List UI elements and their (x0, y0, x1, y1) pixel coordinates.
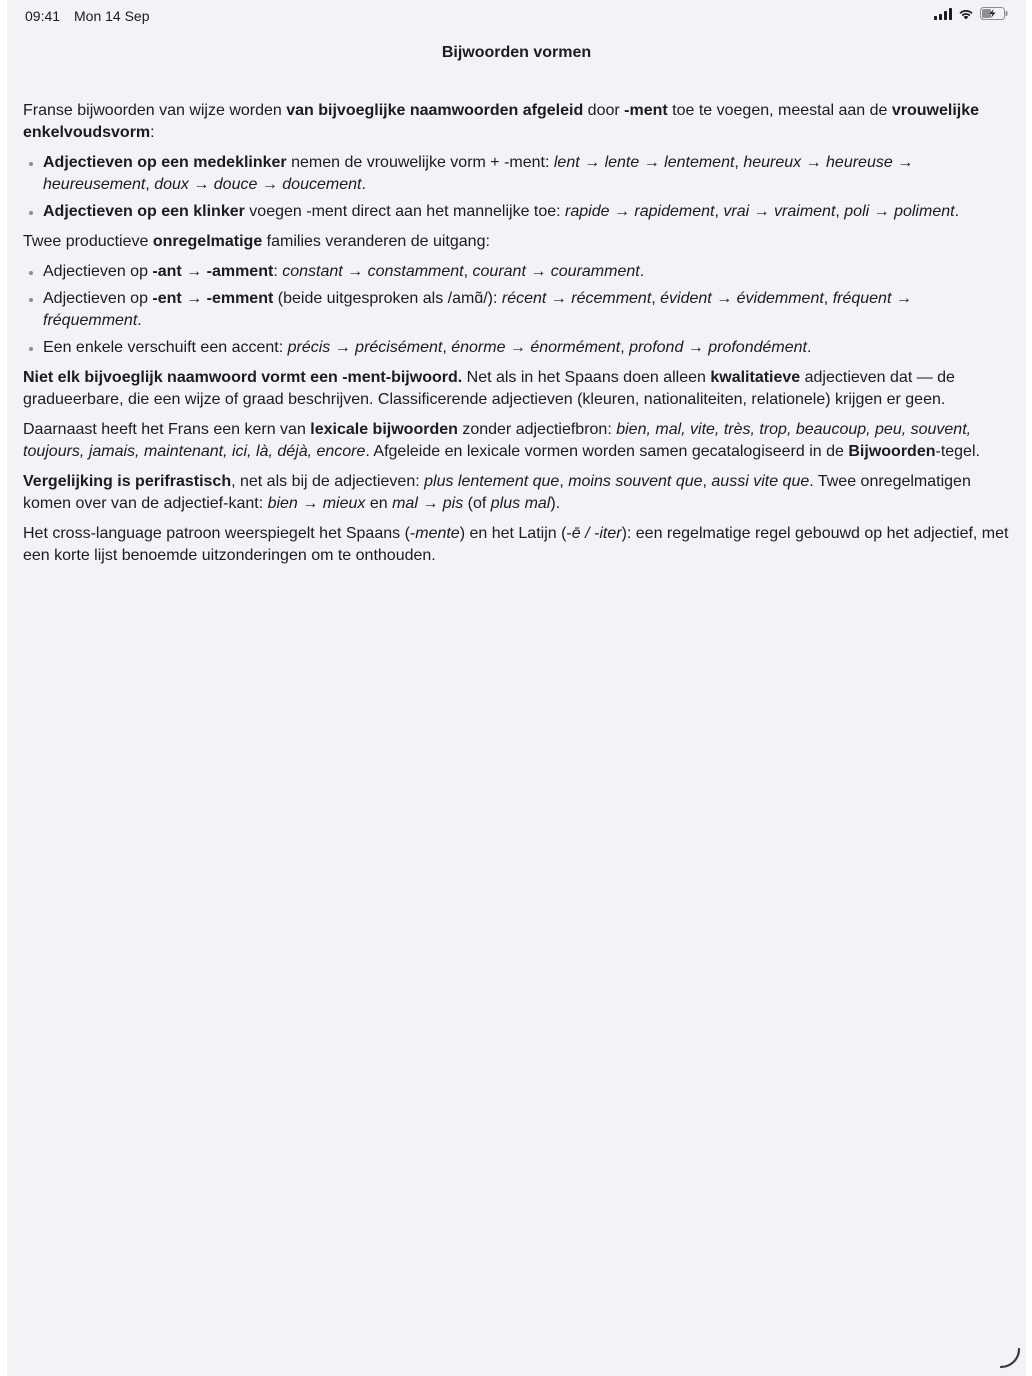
italic-text: profond (629, 339, 684, 356)
status-time: 09:41 (25, 8, 61, 24)
status-icons (934, 9, 1008, 23)
italic-text: récent (501, 290, 547, 307)
italic-text: lentement (664, 154, 735, 171)
italic-text: moins souvent que (568, 473, 703, 490)
bold-text: Adjectieven op een klinker (43, 203, 245, 220)
families-intro-paragraph: Twee productieve onregelmatige families veranderen de uitgang: (23, 233, 490, 250)
consonant-vowel-rules-list (23, 152, 1012, 223)
list-item: Een enkele verschuift een accent: précis → précisément, énorme → énormément, profond → profondément. (23, 337, 1012, 359)
bold-text: -emment (206, 290, 274, 307)
italic-text: poli (844, 203, 870, 220)
italic-text: rapidement (634, 203, 715, 220)
italic-text: rapide (565, 203, 610, 220)
cross-language-paragraph: Het cross-language patroon weerspiegelt het Spaans (-mente) en het Latijn (-ē / -iter): een regelmatige regel gebouwd op het adjectief, met een korte lijst benoemde uitzonderingen om te onthouden. (23, 525, 1009, 564)
bold-text: van bijvoeglijke naamwoorden afgeleid (286, 102, 584, 119)
battery-charging-icon (980, 7, 1008, 25)
italic-text: plus lentement que (424, 473, 560, 490)
qualitative-adjectives-paragraph: Niet elk bijvoeglijk naamwoord vormt een -ment-bijwoord. Net als in het Spaans doen alleen kwalitatieve adjectieven dat — de gradueerbare, die een wijze of graad beschrijven. Classificerende adjectieven (kleuren, nationaliteiten, relationele) krijgen er geen. (23, 369, 955, 408)
italic-text: mal (392, 495, 418, 512)
italic-text: profondément (708, 339, 807, 356)
bold-text: Adjectieven op een medeklinker (43, 154, 287, 171)
irregular-families-list (23, 261, 1012, 359)
italic-text: ē / -iter (571, 525, 622, 542)
italic-text: lente (604, 154, 640, 171)
italic-text: doux (154, 176, 189, 193)
article-body (23, 100, 1012, 575)
italic-text: vraiment (774, 203, 836, 220)
italic-text: constant (282, 263, 343, 280)
wifi-icon (958, 7, 974, 25)
italic-text: couramment (550, 263, 640, 280)
italic-text: courant (472, 263, 526, 280)
bold-text: -ant (152, 263, 182, 280)
bold-text: Bijwoorden (848, 443, 936, 460)
app-screen (7, 0, 1026, 1376)
italic-text: énorme (451, 339, 506, 356)
bold-text: vrouwelijke enkelvoudsvorm (23, 102, 980, 141)
italic-text: fréquemment (43, 312, 138, 329)
italic-text: fréquent (832, 290, 892, 307)
italic-text: aussi vite que (711, 473, 810, 490)
italic-text: constamment (367, 263, 464, 280)
italic-text: précis (287, 339, 331, 356)
italic-text: douce (213, 176, 258, 193)
italic-text: évident (660, 290, 712, 307)
bold-text: -ment (624, 102, 668, 119)
bold-text: -ent (152, 290, 182, 307)
italic-text: heureuse (826, 154, 893, 171)
bold-text: onregelmatige (152, 233, 263, 250)
bold-text: lexicale bijwoorden (310, 421, 458, 438)
list-item: Adjectieven op een medeklinker nemen de vrouwelijke vorm + -ment: lent → lente → lentement, heureux → heureuse → heureusement, doux → douce → doucement. (23, 152, 1012, 196)
italic-text: lent (553, 154, 580, 171)
italic-text: mente (415, 525, 460, 542)
bold-text: Vergelijking is perifrastisch (23, 473, 232, 490)
italic-text: précisément (355, 339, 443, 356)
italic-text: plus mal (490, 495, 551, 512)
bold-text: -amment (206, 263, 274, 280)
italic-text: doucement (282, 176, 362, 193)
italic-text: énormément (530, 339, 621, 356)
list-item: Adjectieven op -ant → -amment: constant → constamment, courant → couramment. (23, 261, 1012, 283)
italic-text: heureusement (43, 176, 146, 193)
page-title: Bijwoorden vormen (441, 44, 592, 61)
italic-text: mieux (322, 495, 366, 512)
italic-text: vrai (723, 203, 750, 220)
status-bar (7, 0, 1026, 32)
status-date: Mon 14 Sep (74, 8, 150, 24)
bold-text: Niet elk bijvoeglijk naamwoord vormt een -ment-bijwoord. (23, 369, 463, 386)
resize-handle-icon[interactable] (998, 1346, 1022, 1370)
intro-paragraph: Franse bijwoorden van wijze worden van bijvoeglijke naamwoorden afgeleid door -ment toe te voegen, meestal aan de vrouwelijke enkelvoudsvorm: (23, 102, 980, 141)
list-item: Adjectieven op -ent → -emment (beide uitgesproken als /amɑ̃/): récent → récemment, évident → évidemment, fréquent → fréquemment. (23, 288, 1012, 332)
italic-text: heureux (743, 154, 802, 171)
italic-text: bien (267, 495, 298, 512)
bold-text: kwalitatieve (710, 369, 801, 386)
comparison-paragraph: Vergelijking is perifrastisch, net als bij de adjectieven: plus lentement que, moins souvent que, aussi vite que. Twee onregelmatigen komen over van de adjectief-kant: bien → mieux en mal → pis (of plus mal). (23, 473, 971, 512)
list-item: Adjectieven op een klinker voegen -ment direct aan het mannelijke toe: rapide → rapidement, vrai → vraiment, poli → poliment. (23, 201, 1012, 223)
italic-text: évidemment (736, 290, 824, 307)
lexical-adverbs-paragraph: Daarnaast heeft het Frans een kern van lexicale bijwoorden zonder adjectiefbron: bien, mal, vite, très, trop, beaucoup, peu, souvent, toujours, jamais, maintenant, ici, là, déjà, encore. Afgeleide en lexicale vormen worden samen gecatalogiseerd in de Bijwoorden-tegel. (23, 421, 980, 460)
cellular-signal-icon (934, 7, 952, 25)
italic-text: poliment (894, 203, 955, 220)
italic-text: pis (442, 495, 464, 512)
italic-text: bien, mal, vite, très, trop, beaucoup, peu, souvent, toujours, jamais, maintenant, ici, là, déjà, encore (23, 421, 972, 460)
italic-text: récemment (571, 290, 652, 307)
